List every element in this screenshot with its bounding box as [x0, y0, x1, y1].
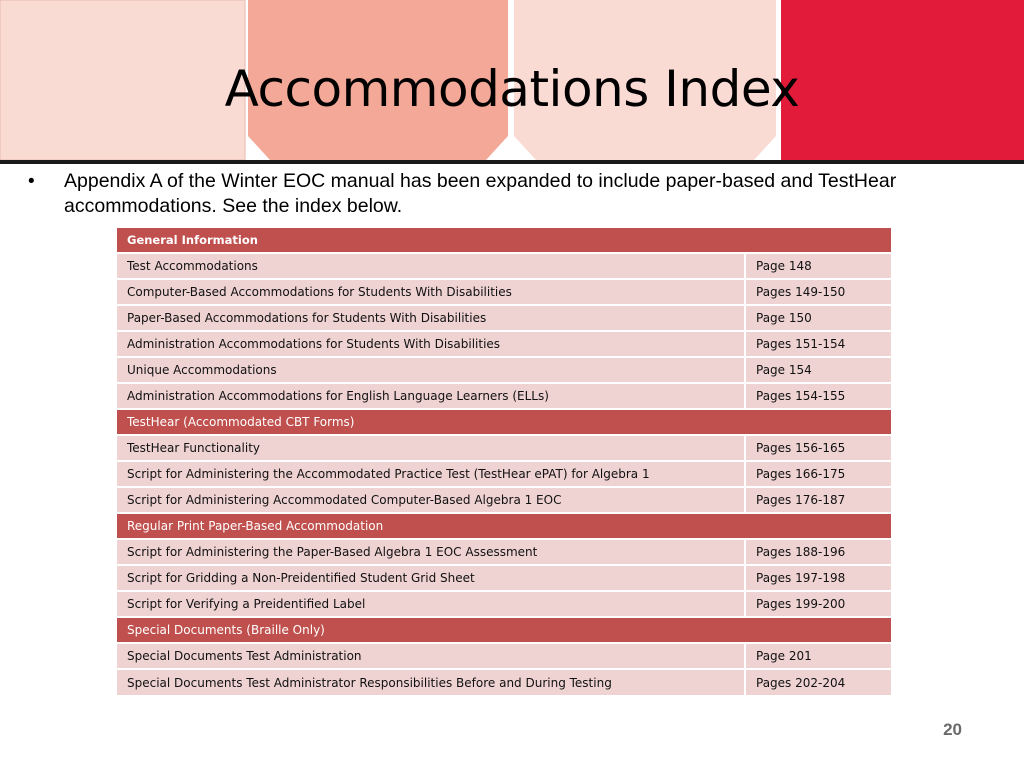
- section-header-testhear: [117, 409, 891, 435]
- table-row: [117, 487, 891, 513]
- row-pages: Pages 197-198: [745, 565, 891, 591]
- table-row: [117, 591, 891, 617]
- bullet-text: Appendix A of the Winter EOC manual has been expanded to include paper-based and TestHear accommodations. See the index below.: [64, 170, 897, 217]
- row-pages: Pages 149-150: [745, 279, 891, 305]
- row-item: Special Documents Test Administration: [117, 643, 745, 669]
- section-header-label: Special Documents (Braille Only): [117, 617, 891, 643]
- row-pages: Pages 199-200: [745, 591, 891, 617]
- row-pages: Pages 156-165: [745, 435, 891, 461]
- table-row: [117, 643, 891, 669]
- row-item: Unique Accommodations: [117, 357, 745, 383]
- bullet-icon: •: [28, 171, 35, 192]
- section-header-paper: [117, 513, 891, 539]
- row-item: Paper-Based Accommodations for Students With Disabilities: [117, 305, 745, 331]
- row-item: Script for Verifying a Preidentified Label: [117, 591, 745, 617]
- row-item: Computer-Based Accommodations for Students With Disabilities: [117, 279, 745, 305]
- row-pages: Page 150: [745, 305, 891, 331]
- row-item: Special Documents Test Administrator Responsibilities Before and During Testing: [117, 669, 745, 695]
- row-item: Administration Accommodations for Students With Disabilities: [117, 331, 745, 357]
- section-header-label: General Information: [117, 227, 891, 253]
- table-row: [117, 565, 891, 591]
- table-row: [117, 435, 891, 461]
- bullet-point: [28, 169, 988, 219]
- row-item: Script for Administering Accommodated Computer-Based Algebra 1 EOC: [117, 487, 745, 513]
- row-pages: Pages 151-154: [745, 331, 891, 357]
- section-header-braille: [117, 617, 891, 643]
- section-header-general: [117, 227, 891, 253]
- table-row: [117, 669, 891, 695]
- table-row: [117, 461, 891, 487]
- row-pages: Pages 176-187: [745, 487, 891, 513]
- title-divider: [0, 160, 1024, 164]
- row-pages: Page 154: [745, 357, 891, 383]
- section-header-label: TestHear (Accommodated CBT Forms): [117, 409, 891, 435]
- row-item: TestHear Functionality: [117, 435, 745, 461]
- table-row: [117, 357, 891, 383]
- slide-title: Accommodations Index: [224, 60, 800, 118]
- row-pages: Pages 154-155: [745, 383, 891, 409]
- accommodations-index-table: [117, 226, 891, 695]
- row-item: Test Accommodations: [117, 253, 745, 279]
- table-row: [117, 305, 891, 331]
- table-row: [117, 253, 891, 279]
- section-header-label: Regular Print Paper-Based Accommodation: [117, 513, 891, 539]
- table-row: [117, 539, 891, 565]
- row-pages: Page 148: [745, 253, 891, 279]
- row-pages: Page 201: [745, 643, 891, 669]
- row-item: Script for Administering the Paper-Based Algebra 1 EOC Assessment: [117, 539, 745, 565]
- row-pages: Pages 188-196: [745, 539, 891, 565]
- page-number: 20: [943, 720, 962, 739]
- row-item: Administration Accommodations for English Language Learners (ELLs): [117, 383, 745, 409]
- row-item: Script for Administering the Accommodated Practice Test (TestHear ePAT) for Algebra 1: [117, 461, 745, 487]
- table-row: [117, 331, 891, 357]
- row-pages: Pages 166-175: [745, 461, 891, 487]
- row-pages: Pages 202-204: [745, 669, 891, 695]
- table-row: [117, 279, 891, 305]
- table-row: [117, 383, 891, 409]
- row-item: Script for Gridding a Non-Preidentified Student Grid Sheet: [117, 565, 745, 591]
